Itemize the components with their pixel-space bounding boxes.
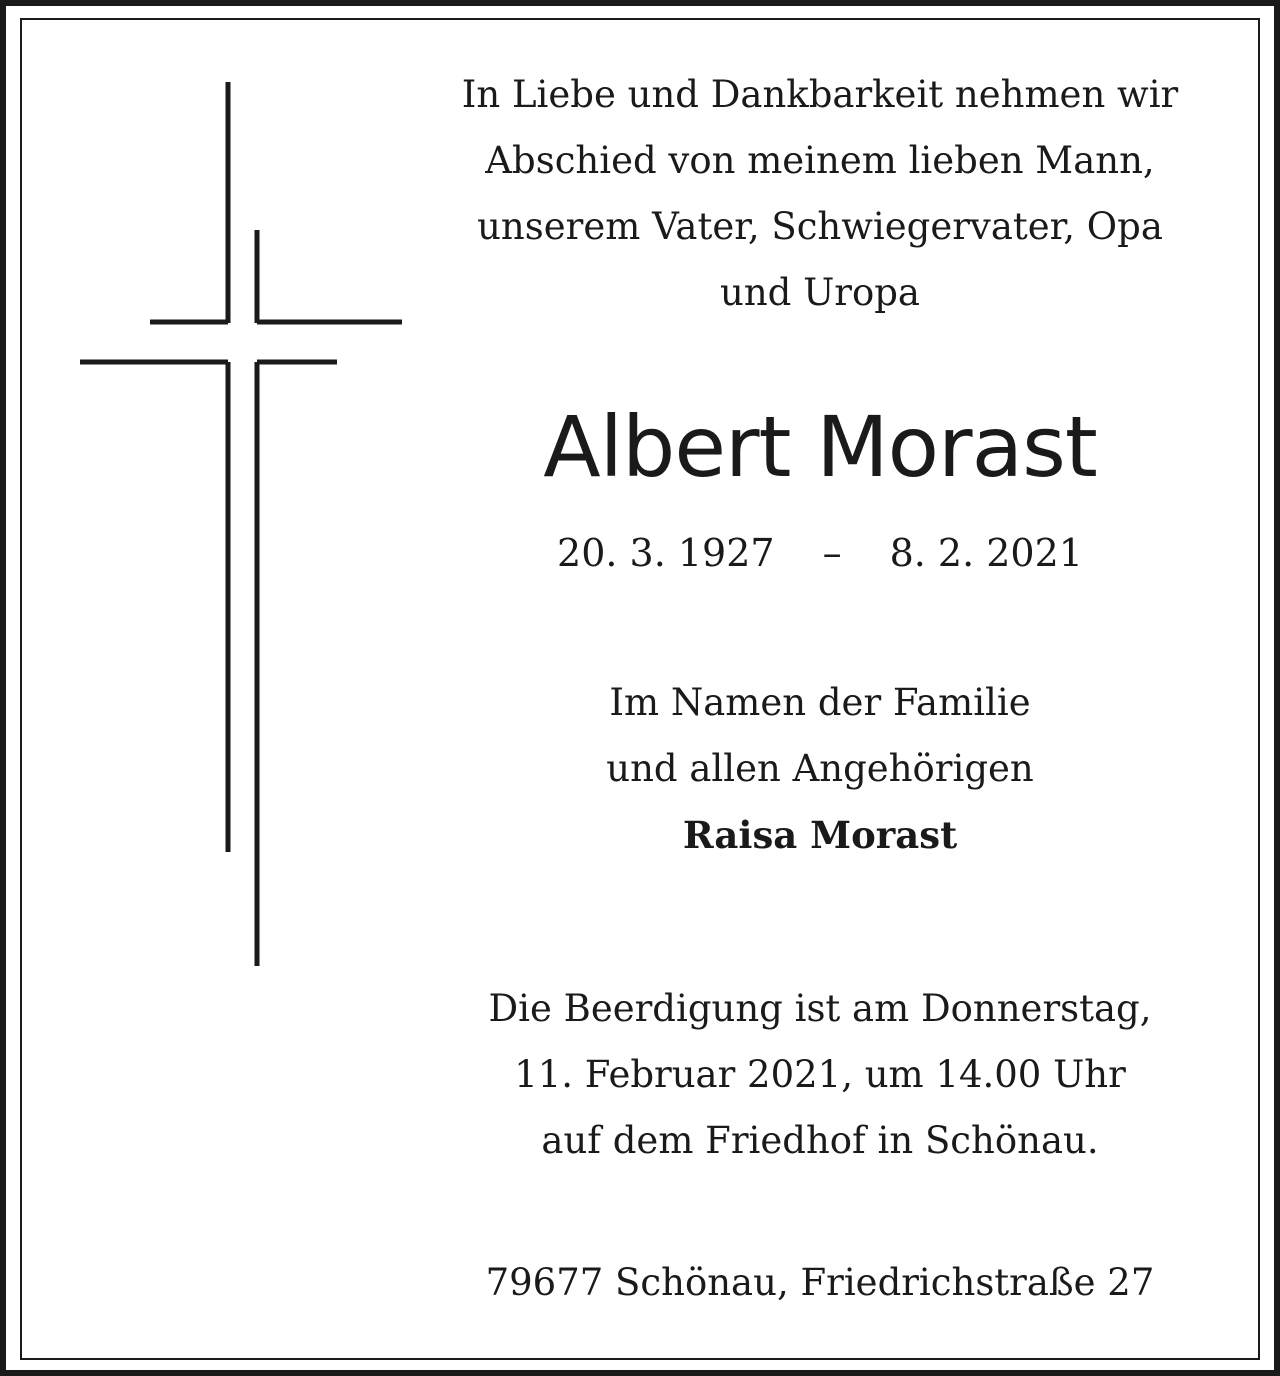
intro-text (420, 62, 1220, 326)
date-separator: – (822, 531, 842, 575)
deceased-name: Albert Morast (543, 398, 1097, 496)
intro-line: und Uropa (720, 271, 920, 314)
intro-line: In Liebe und Dankbarkeit nehmen wir (461, 73, 1179, 116)
funeral-text (420, 976, 1220, 1174)
intro-line: unserem Vater, Schwiegervater, Opa (477, 205, 1163, 248)
funeral-line: 11. Februar 2021, um 14.00 Uhr (514, 1053, 1126, 1096)
funeral-line: Die Beerdigung ist am Donnerstag, (488, 987, 1152, 1030)
life-dates (420, 520, 1220, 586)
intro-line: Abschied von meinem lieben Mann, (485, 139, 1155, 182)
family-text (420, 670, 1220, 868)
address-line: 79677 Schönau, Friedrichstraße 27 (485, 1261, 1155, 1304)
death-date: 8. 2. 2021 (889, 531, 1083, 575)
family-line: und allen Angehörigen (606, 747, 1034, 790)
funeral-line: auf dem Friedhof in Schönau. (541, 1119, 1099, 1162)
family-line: Im Namen der Familie (609, 681, 1031, 724)
address (420, 1250, 1220, 1316)
birth-date: 20. 3. 1927 (557, 531, 775, 575)
signer-name: Raisa Morast (682, 813, 958, 857)
